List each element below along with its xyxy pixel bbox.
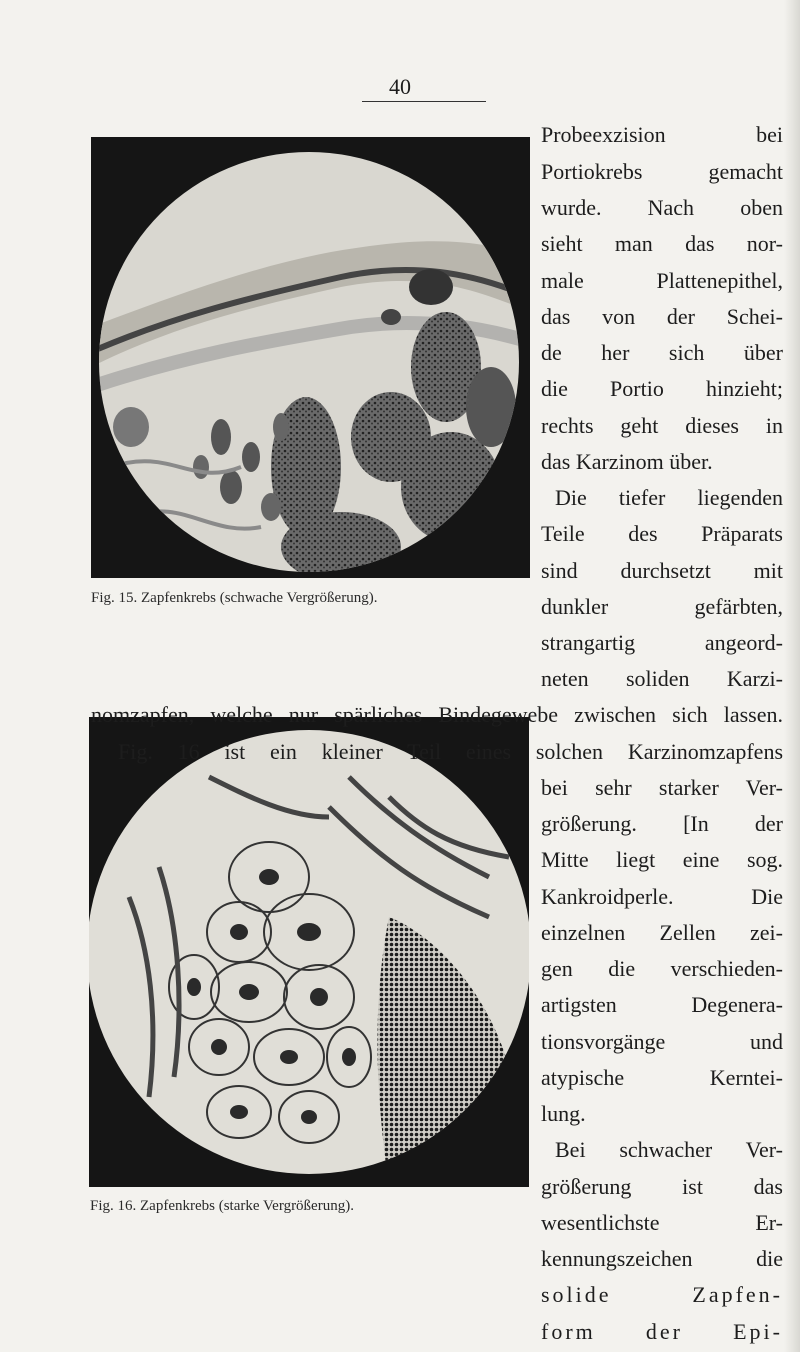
body-line: gen die verschieden-: [541, 956, 783, 981]
body-line: Die tiefer liegenden: [555, 485, 783, 510]
body-line: Mitte liegt eine sog.: [541, 847, 783, 872]
body-line: bei sehr starker Ver-: [541, 775, 783, 800]
body-line: einzelnen Zellen zei-: [541, 920, 783, 945]
body-line: Teile des Präparats: [541, 521, 783, 546]
header-rule: [362, 101, 486, 102]
body-line: lung.: [541, 1101, 586, 1126]
body-line: kennungszeichen die: [541, 1246, 783, 1271]
body-line: wesentlichste Er-: [541, 1210, 783, 1235]
body-line: rechts geht dieses in: [541, 413, 783, 438]
body-line: Kankroidperle. Die: [541, 884, 783, 909]
body-line: das Karzinom über.: [541, 449, 713, 474]
body-line: male Plattenepithel,: [541, 268, 783, 293]
body-line: größerung. [In der: [541, 811, 783, 836]
body-line: form der Epi-: [541, 1319, 783, 1344]
body-line: Fig. 16 ist ein kleiner Teil eines solchen Karzinomzapfens: [118, 739, 783, 764]
body-line: Probeexzision bei: [541, 122, 783, 147]
body-line: Portiokrebs gemacht: [541, 159, 783, 184]
body-line: atypische Kerntei-: [541, 1065, 783, 1090]
figure-15-caption: Fig. 15. Zapfenkrebs (schwache Vergrößerung).: [91, 590, 378, 606]
figure-16-micrograph: [89, 717, 529, 1187]
body-line: Bei schwacher Ver-: [555, 1137, 783, 1162]
figure-16-caption: Fig. 16. Zapfenkrebs (starke Vergrößerung).: [90, 1198, 354, 1214]
figure-15-micrograph: [91, 137, 530, 578]
body-line: neten soliden Karzi-: [541, 666, 783, 691]
body-line: nomzapfen, welche nur spärliches Bindegewebe zwischen sich lassen.: [91, 702, 783, 727]
body-line: das von der Schei-: [541, 304, 783, 329]
body-line: wurde. Nach oben: [541, 195, 783, 220]
body-line: die Portio hinzieht;: [541, 376, 783, 401]
body-line: dunkler gefärbten,: [541, 594, 783, 619]
page-number: 40: [389, 74, 411, 99]
body-line: sind durchsetzt mit: [541, 558, 783, 583]
body-line: größerung ist das: [541, 1174, 783, 1199]
body-line: strangartig angeord-: [541, 630, 783, 655]
page-edge: [784, 0, 800, 1352]
body-line: sieht man das nor-: [541, 231, 783, 256]
body-line: de her sich über: [541, 340, 783, 365]
body-line: tionsvorgänge und: [541, 1029, 783, 1054]
body-line: solide Zapfen-: [541, 1282, 783, 1307]
body-line: artigsten Degenera-: [541, 992, 783, 1017]
